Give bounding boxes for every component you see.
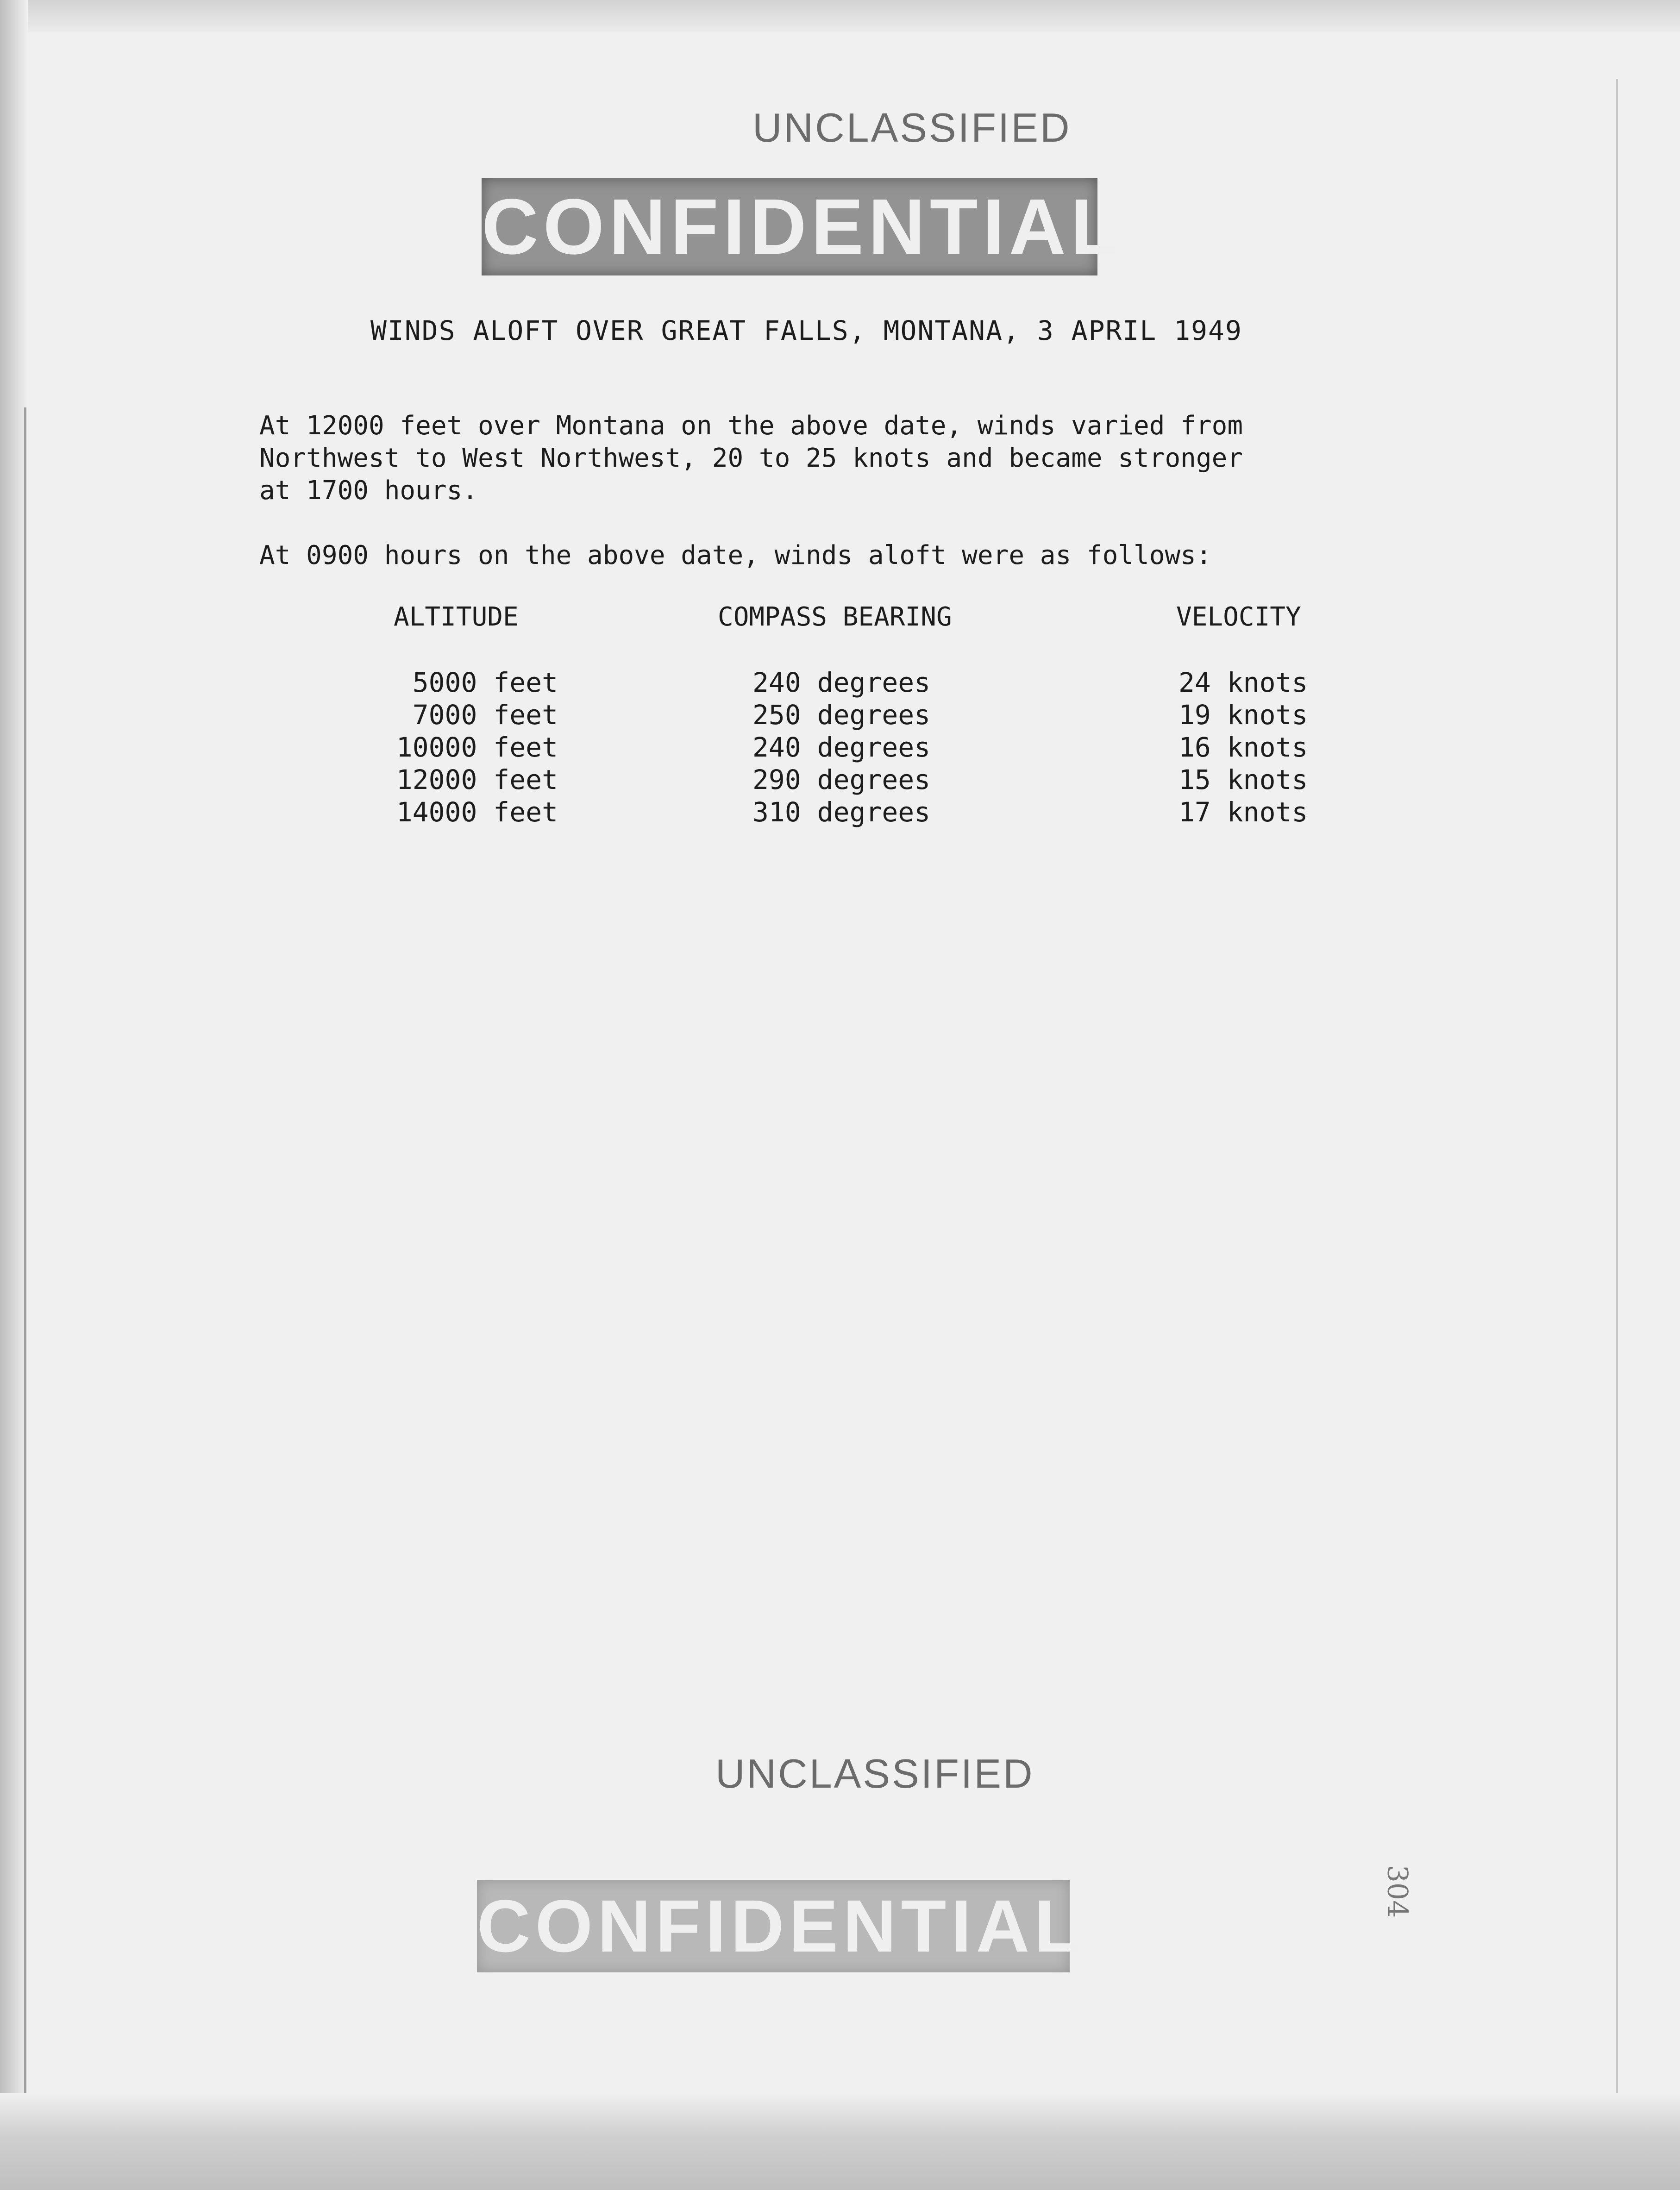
cell-bearing: 310 degrees (752, 796, 931, 828)
cell-altitude: 5000 feet (412, 667, 558, 698)
cell-bearing: 240 degrees (752, 667, 931, 698)
cell-velocity: 15 knots (1179, 764, 1308, 795)
cell-bearing: 250 degrees (752, 699, 931, 731)
unclassified-stamp-top: UNCLASSIFIED (752, 105, 1072, 150)
document-title: WINDS ALOFT OVER GREAT FALLS, MONTANA, 3 APRIL 1949 (370, 315, 1242, 346)
cell-altitude: 12000 feet (396, 764, 558, 795)
confidential-stamp-top: CONFIDENTIAL (482, 178, 1097, 275)
scan-edge-bottom (0, 2093, 1680, 2190)
column-header-velocity: VELOCITY (1176, 602, 1301, 632)
paragraph-winds-12000ft: At 12000 feet over Montana on the above date, winds varied from Northwest to West Northwest, 20 to 25 knots and became stronger at 1700 hours. (259, 411, 1243, 506)
scan-edge-left (0, 0, 28, 2190)
cell-velocity: 24 knots (1179, 667, 1308, 698)
scan-edge-top (0, 0, 1680, 32)
confidential-stamp-bottom: CONFIDENTIAL (477, 1880, 1070, 1972)
cell-altitude: 7000 feet (412, 699, 558, 731)
cell-velocity: 17 knots (1179, 796, 1308, 828)
scan-margin-line-left (24, 407, 26, 2097)
cell-altitude: 14000 feet (396, 796, 558, 828)
cell-velocity: 16 knots (1179, 732, 1308, 763)
handwritten-page-number: 304 (1381, 1865, 1414, 1918)
column-header-altitude: ALTITUDE (394, 602, 519, 632)
cell-altitude: 10000 feet (396, 732, 558, 763)
paragraph-winds-0900: At 0900 hours on the above date, winds aloft were as follows: (259, 540, 1212, 570)
column-header-bearing: COMPASS BEARING (718, 602, 952, 632)
cell-velocity: 19 knots (1179, 699, 1308, 731)
scan-margin-line-right (1616, 79, 1618, 2093)
cell-bearing: 240 degrees (752, 732, 931, 763)
cell-bearing: 290 degrees (752, 764, 931, 795)
unclassified-stamp-bottom: UNCLASSIFIED (715, 1751, 1034, 1796)
